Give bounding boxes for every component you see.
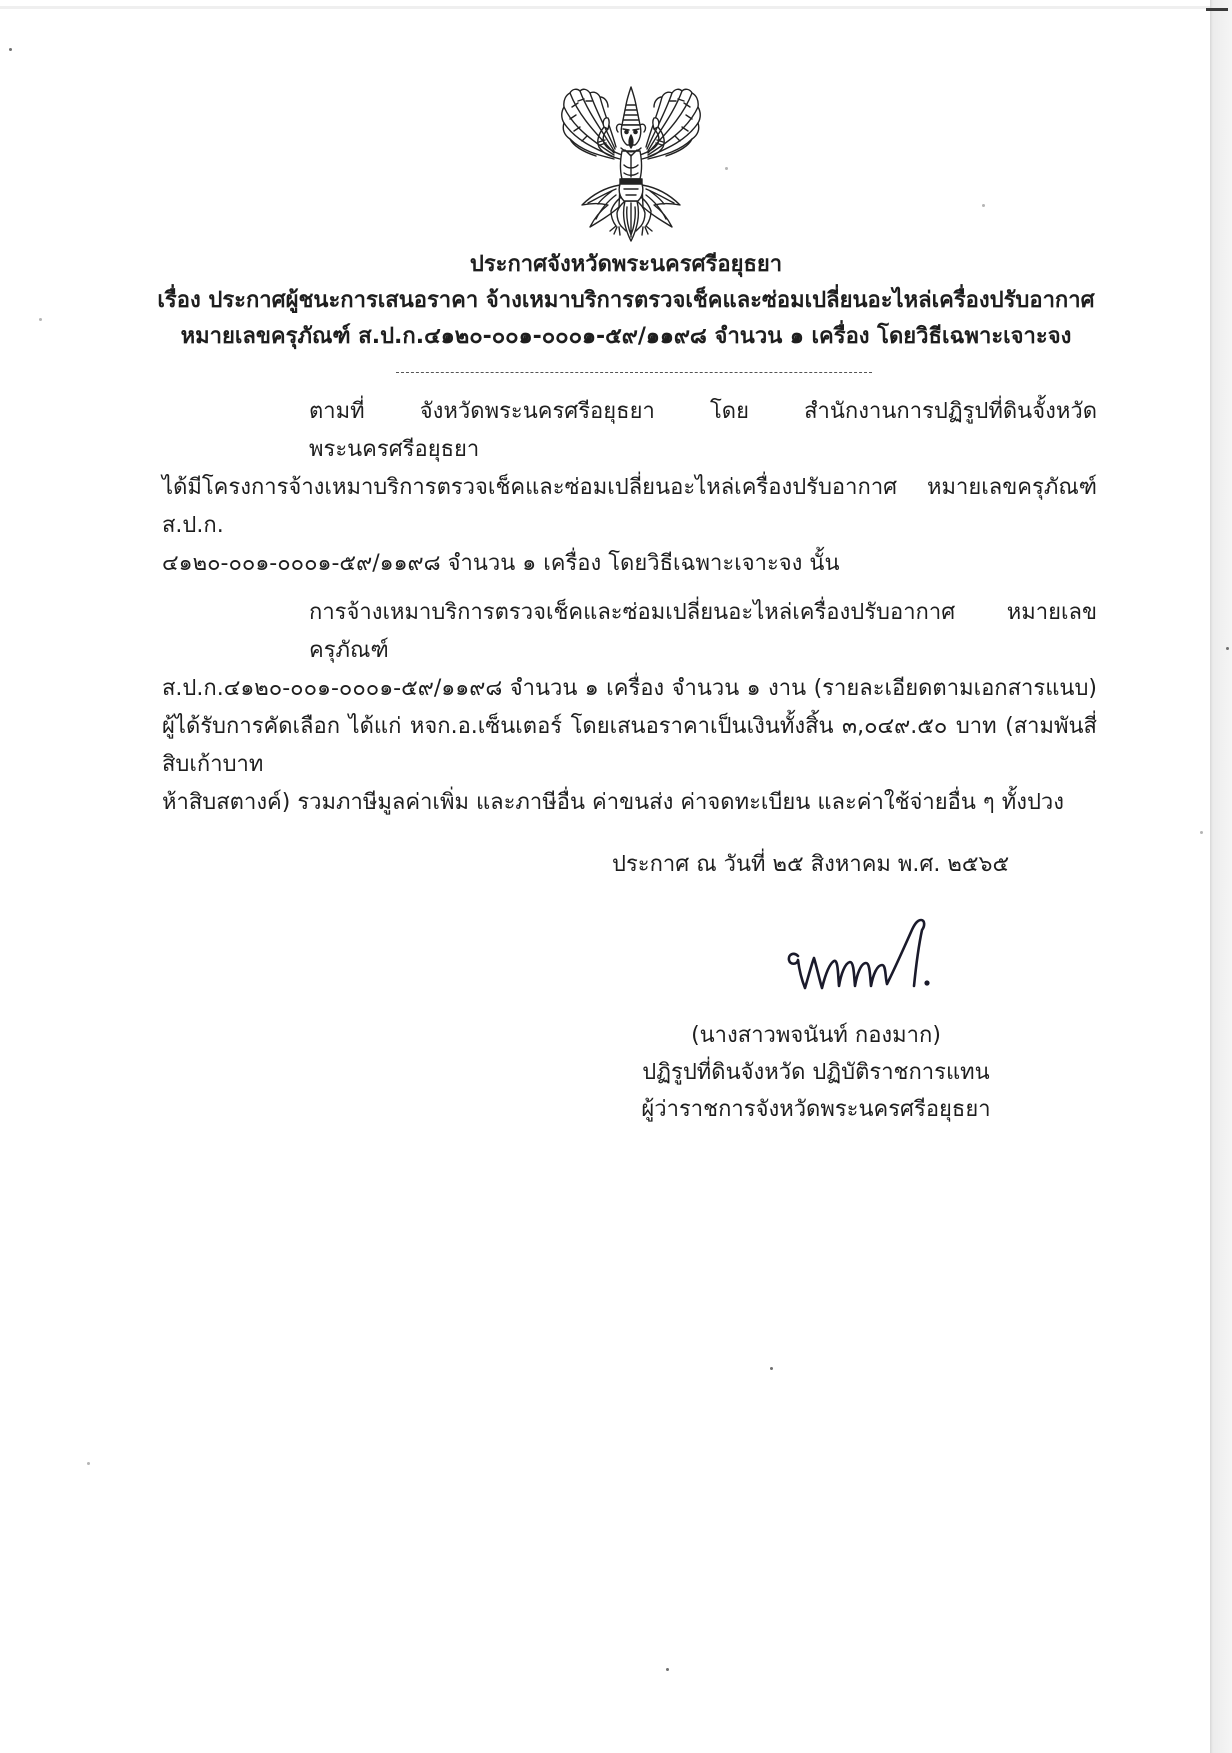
signature-dot (924, 980, 929, 985)
garuda-beak (629, 135, 633, 148)
scan-speck (666, 1668, 669, 1671)
scan-speck (1226, 647, 1229, 650)
scan-speck (982, 204, 985, 207)
paragraph-2-line-4: ห้าสิบสตางค์) รวมภาษีมูลค่าเพิ่ม และภาษีอื่น ค่าขนส่ง ค่าจดทะเบียน และค่าใช้จ่ายอื่น ๆ ทั้งปวง (162, 790, 1065, 815)
paragraph-2-line-2: ส.ป.ก.๔๑๒๐-๐๐๑-๐๐๐๑-๕๙/๑๑๙๘ จำนวน ๑ เครื่อง จำนวน ๑ งาน (รายละเอียดตามเอกสารแนบ) (162, 676, 1097, 701)
scan-speck (770, 1367, 773, 1370)
garuda-right-side (634, 89, 700, 235)
scan-edge-mark (1206, 8, 1228, 11)
body-paragraph-2 (162, 594, 1097, 822)
subject-line-1: เรื่อง ประกาศผู้ชนะการเสนอราคา จ้างเหมาบริการตรวจเช็คและซ่อมเปลี่ยนอะไหล่เครื่องปรับอากาศ (157, 288, 1095, 313)
paragraph-1-line-1: ตามที่ จังหวัดพระนครศรีอยุธยา โดย สำนักงานการปฏิรูปที่ดินจั้งหวัดพระนครศรีอยุธยา (309, 399, 1097, 462)
announcement-header (150, 247, 1102, 355)
dashed-separator (396, 372, 872, 373)
body-paragraph-1 (162, 393, 1097, 583)
signatory-position-2: ผู้ว่าราชการจังหวัดพระนครศรีอยุธยา (641, 1097, 991, 1122)
garuda-eye-left (625, 130, 628, 133)
paragraph-1-line-2: ได้มีโครงการจ้างเหมาบริการตรวจเช็คและซ่อมเปลี่ยนอะไหล่เครื่องปรับอากาศ หมายเลขครุภัณฑ์ ส.ป.ก. (162, 475, 1097, 538)
announcement-date: ประกาศ ณ วันที่ ๒๕ สิงหาคม พ.ศ. ๒๕๖๕ (612, 852, 1010, 877)
garuda-emblem (555, 85, 707, 245)
paragraph-1-line-3: ๔๑๒๐-๐๐๑-๐๐๐๑-๕๙/๑๑๙๘ จำนวน ๑ เครื่อง โดยวิธีเฉพาะเจาะจง นั้น (162, 551, 840, 576)
signatory-position-1: ปฏิรูปที่ดินจังหวัด ปฏิบัติราชการแทน (642, 1060, 990, 1085)
garuda-eye-right (634, 130, 637, 133)
announcement-title: ประกาศจังหวัดพระนครศรีอยุธยา (469, 252, 783, 277)
handwritten-signature (781, 910, 937, 1002)
signatory-block (600, 1017, 1032, 1128)
scan-speck (39, 318, 42, 321)
scan-speck (87, 1462, 90, 1465)
garuda-left-side (562, 89, 628, 235)
paragraph-2-line-1: การจ้างเหมาบริการตรวจเช็คและซ่อมเปลี่ยนอะไหล่เครื่องปรับอากาศ หมายเลขครุภัณฑ์ (309, 600, 1097, 663)
scan-speck (1200, 831, 1203, 834)
garuda-belt (620, 179, 642, 184)
subject-line-2: หมายเลขครุภัณฑ์ ส.ป.ก.๔๑๒๐-๐๐๑-๐๐๐๑-๕๙/๑๑๙๘ จำนวน ๑ เครื่อง โดยวิธีเฉพาะเจาะจง (180, 324, 1072, 349)
scan-right-edge (1210, 0, 1232, 1753)
signatory-name: (นางสาวพจนันท์ กองมาก) (691, 1023, 941, 1048)
paragraph-2-line-3: ผู้ได้รับการคัดเลือก ได้แก่ หจก.อ.เซ็นเตอร์ โดยเสนอราคาเป็นเงินทั้งสิ้น ๓,๐๔๙.๕๐ บาท (สามพันสี่สิบเก้าบาท (162, 714, 1097, 777)
garuda-lower-body (619, 184, 643, 201)
signature-stroke (789, 920, 924, 988)
scan-speck (9, 48, 12, 51)
scan-top-edge (0, 6, 1210, 9)
announcement-body (162, 393, 1097, 822)
scan-speck (725, 167, 728, 170)
